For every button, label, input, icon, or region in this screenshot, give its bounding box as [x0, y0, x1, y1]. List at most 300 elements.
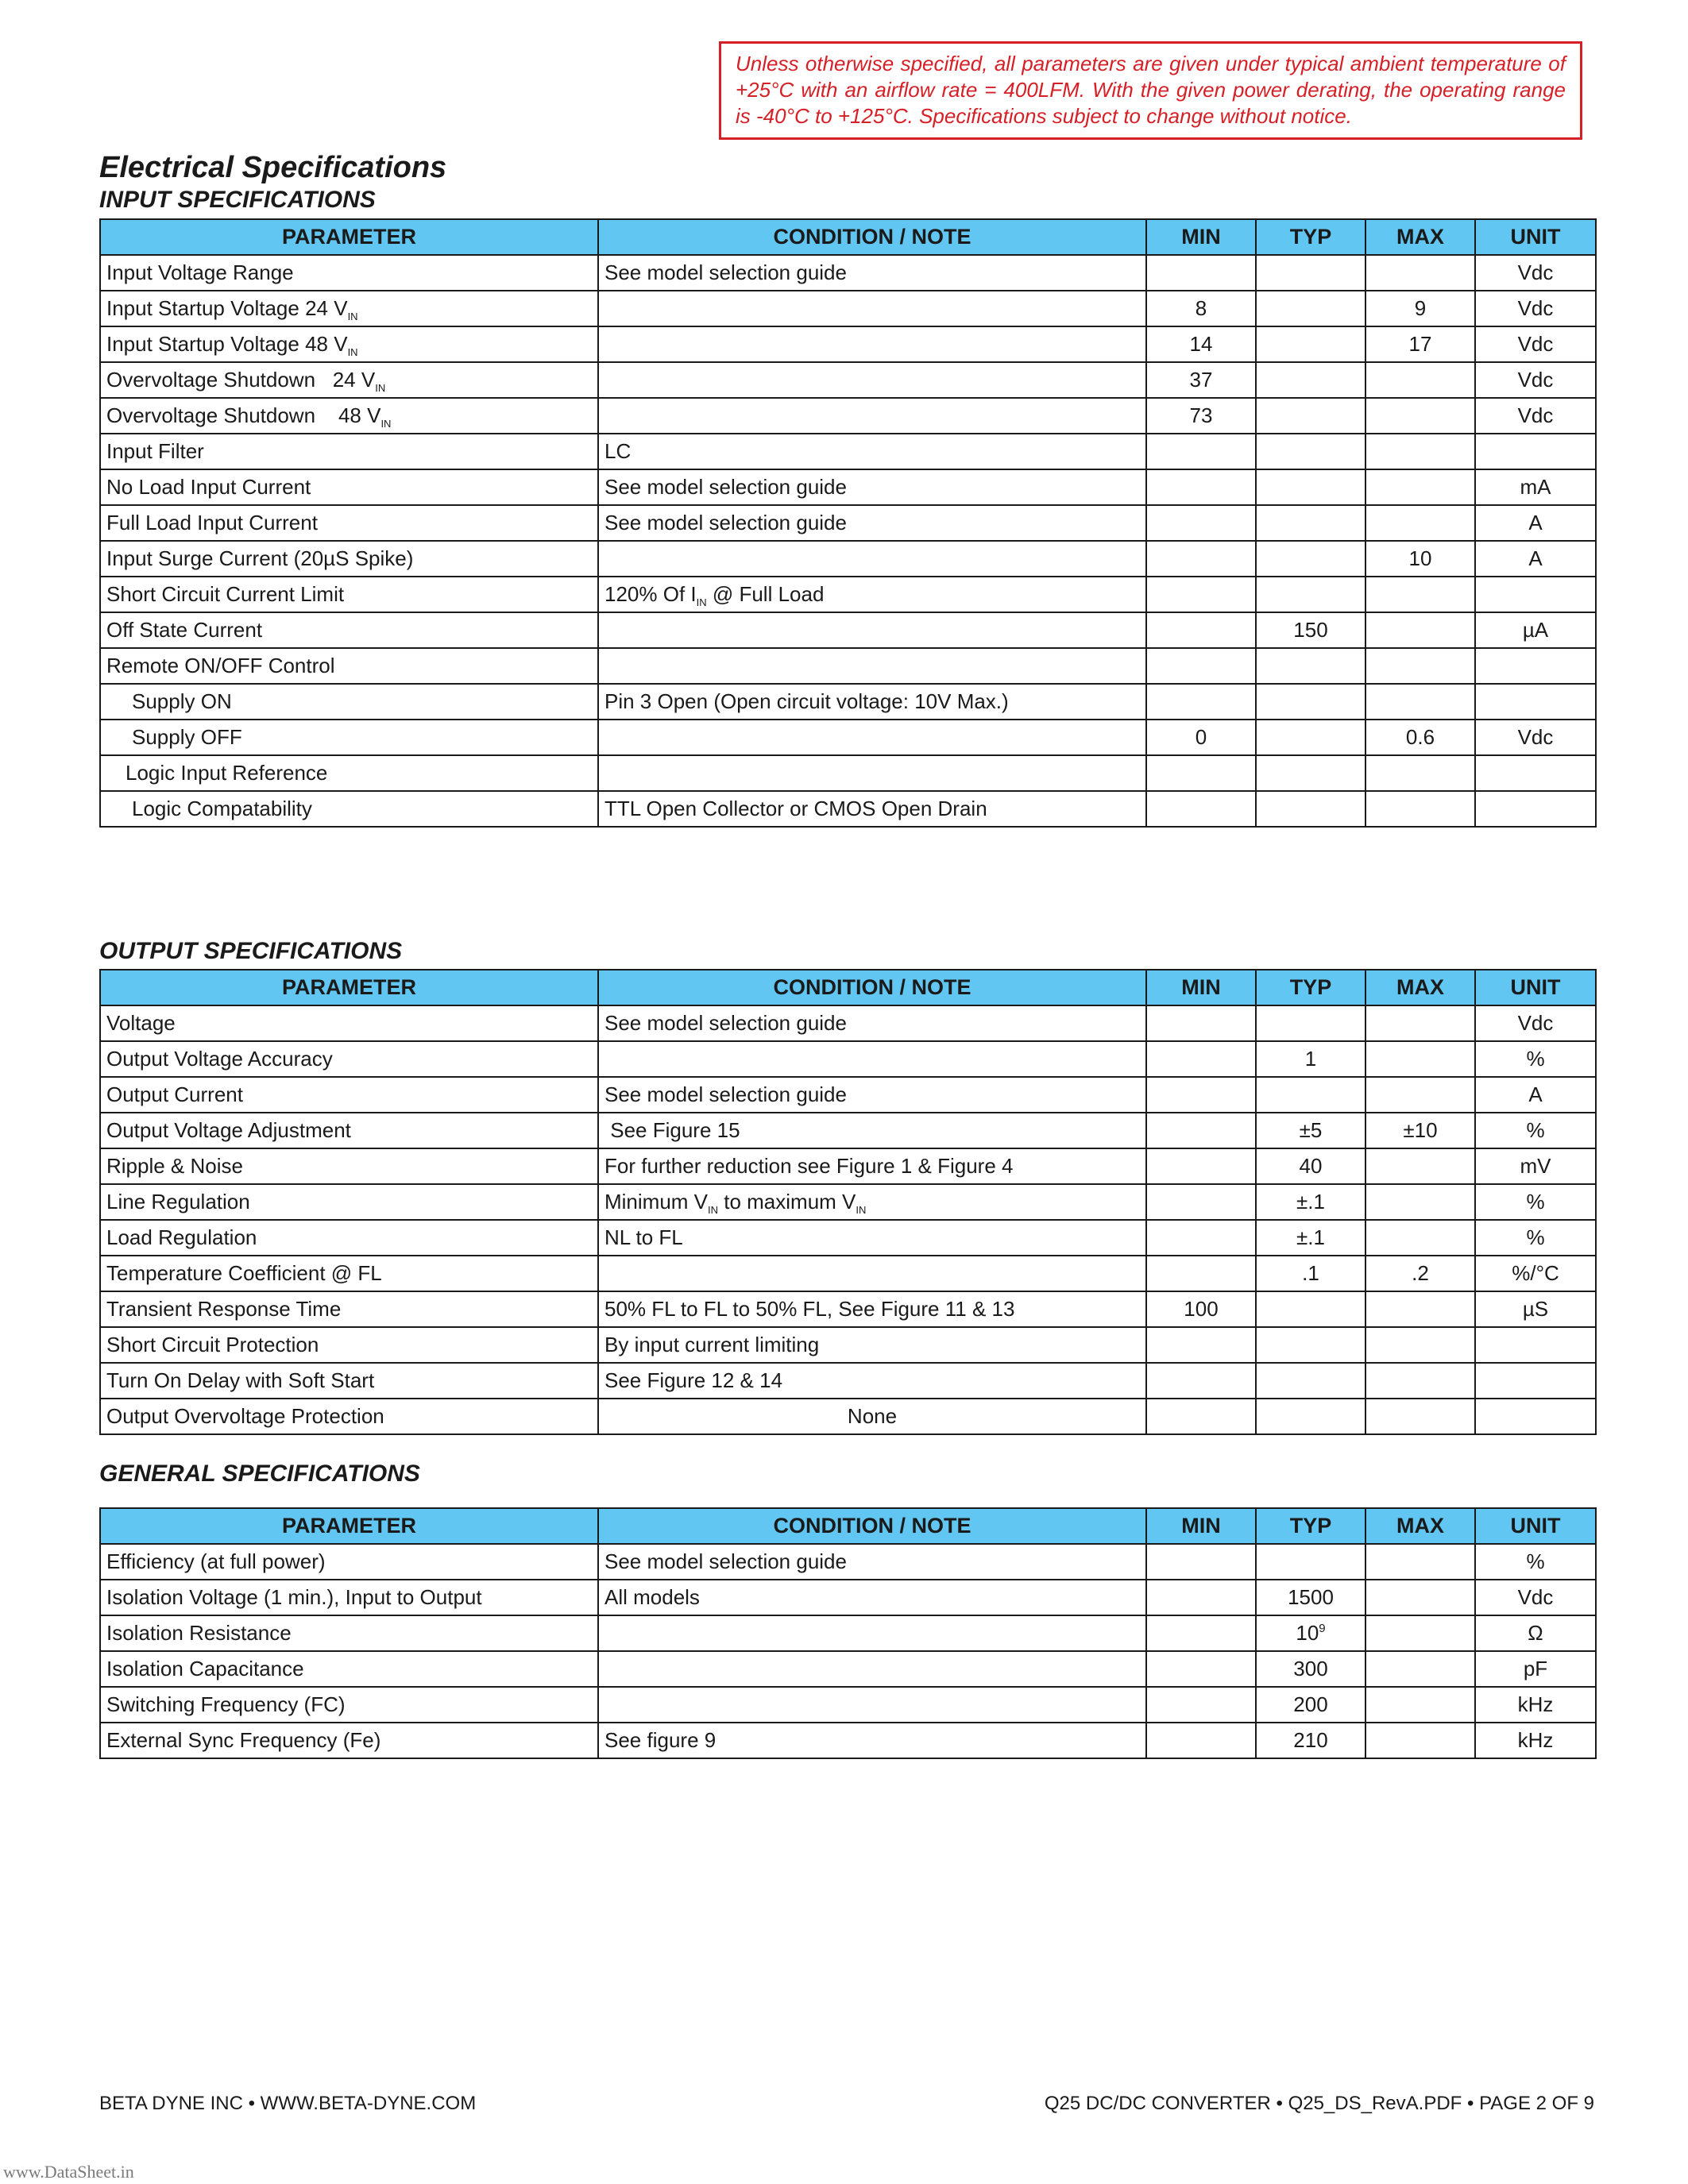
parameter-text: Output Voltage Accuracy	[106, 1047, 333, 1071]
min-cell	[1146, 469, 1256, 505]
max-cell	[1365, 612, 1475, 648]
typ-cell	[1256, 1148, 1365, 1184]
max-cell	[1365, 1580, 1475, 1615]
column-header-typ: TYP	[1256, 970, 1365, 1005]
max-cell	[1365, 577, 1475, 612]
min-cell	[1146, 1723, 1256, 1758]
condition-cell	[598, 612, 1146, 648]
table-row	[100, 648, 1596, 684]
parameter-cell	[100, 1256, 598, 1291]
parameter-text: Isolation Voltage (1 min.), Input to Output	[106, 1585, 482, 1609]
output-specifications-title: OUTPUT SPECIFICATIONS	[99, 938, 403, 964]
column-header-max: MAX	[1365, 1508, 1475, 1544]
typ-cell	[1256, 1687, 1365, 1723]
parameter-cell	[100, 791, 598, 827]
unit-value: Vdc	[1517, 332, 1554, 356]
specification-notice: Unless otherwise specified, all parameters are given under typical ambient temperature of +25°C with an airflow rate = 400LFM. With the given power derating, the operating range is -40°C to +125°C. Specifications subject to change without notice.	[719, 41, 1582, 140]
unit-value: Vdc	[1517, 1011, 1554, 1035]
max-cell	[1365, 255, 1475, 291]
unit-value: %	[1526, 1190, 1545, 1214]
parameter-text: Remote ON/OFF Control	[106, 654, 335, 677]
table-row	[100, 612, 1596, 648]
parameter-cell	[100, 1184, 598, 1220]
unit-cell	[1475, 1363, 1596, 1399]
unit-cell	[1475, 1220, 1596, 1256]
min-cell	[1146, 720, 1256, 755]
typ-cell	[1256, 1291, 1365, 1327]
parameter-cell	[100, 1363, 598, 1399]
table-row	[100, 1544, 1596, 1580]
parameter-cell	[100, 1148, 598, 1184]
unit-value: %	[1526, 1047, 1545, 1071]
condition-text: TTL Open Collector or CMOS Open Drain	[605, 797, 987, 820]
unit-cell	[1475, 1544, 1596, 1580]
typ-cell	[1256, 326, 1365, 362]
parameter-cell	[100, 398, 598, 434]
max-cell	[1365, 1077, 1475, 1113]
condition-cell	[598, 1184, 1146, 1220]
header-row	[100, 219, 1596, 255]
condition-text: 120% Of I	[605, 582, 697, 606]
unit-cell	[1475, 755, 1596, 791]
condition-cell	[598, 720, 1146, 755]
unit-cell	[1475, 1041, 1596, 1077]
parameter-cell	[100, 1005, 598, 1041]
parameter-cell	[100, 326, 598, 362]
parameter-text: Ripple & Noise	[106, 1154, 243, 1178]
condition-cell	[598, 1256, 1146, 1291]
min-cell	[1146, 505, 1256, 541]
general-specifications-table	[99, 1507, 1597, 1759]
min-cell	[1146, 326, 1256, 362]
min-cell	[1146, 1544, 1256, 1580]
unit-cell	[1475, 791, 1596, 827]
max-cell	[1365, 1687, 1475, 1723]
unit-cell	[1475, 1005, 1596, 1041]
condition-text: 50% FL to FL to 50% FL, See Figure 11 & 13	[605, 1297, 1015, 1321]
parameter-text: Line Regulation	[106, 1190, 250, 1214]
condition-text: See model selection guide	[605, 1011, 847, 1035]
max-value: 10	[1408, 546, 1432, 570]
min-cell	[1146, 1399, 1256, 1434]
typ-cell	[1256, 648, 1365, 684]
unit-cell	[1475, 1580, 1596, 1615]
min-cell	[1146, 1148, 1256, 1184]
typ-cell	[1256, 1256, 1365, 1291]
max-cell	[1365, 1615, 1475, 1651]
unit-value: %/°C	[1512, 1261, 1559, 1285]
parameter-text: Short Circuit Protection	[106, 1333, 319, 1356]
condition-cell	[598, 255, 1146, 291]
min-cell	[1146, 791, 1256, 827]
parameter-cell	[100, 612, 598, 648]
parameter-cell	[100, 291, 598, 326]
parameter-text: Input Surge Current (20µS Spike)	[106, 546, 414, 570]
table-row	[100, 720, 1596, 755]
table-row	[100, 1651, 1596, 1687]
unit-cell	[1475, 648, 1596, 684]
condition-subscript: IN	[856, 1204, 867, 1216]
max-cell	[1365, 1327, 1475, 1363]
unit-cell	[1475, 362, 1596, 398]
max-cell	[1365, 791, 1475, 827]
unit-value: kHz	[1517, 1692, 1554, 1716]
min-cell	[1146, 1291, 1256, 1327]
min-cell	[1146, 1327, 1256, 1363]
unit-cell	[1475, 1148, 1596, 1184]
min-cell	[1146, 612, 1256, 648]
min-value: 37	[1189, 368, 1213, 392]
condition-text: See model selection guide	[605, 260, 847, 284]
typ-value: ±.1	[1296, 1225, 1325, 1249]
parameter-text: Isolation Resistance	[106, 1621, 292, 1645]
condition-cell	[598, 755, 1146, 791]
min-cell	[1146, 1651, 1256, 1687]
unit-value: %	[1526, 1225, 1545, 1249]
unit-value: µS	[1522, 1297, 1549, 1321]
typ-cell	[1256, 255, 1365, 291]
table-row	[100, 1148, 1596, 1184]
table-row	[100, 1687, 1596, 1723]
parameter-text: Input Filter	[106, 439, 204, 463]
min-cell	[1146, 1005, 1256, 1041]
condition-text: See model selection guide	[605, 1549, 847, 1573]
parameter-cell	[100, 362, 598, 398]
condition-text: Pin 3 Open (Open circuit voltage: 10V Max.)	[605, 689, 1009, 713]
column-header-parameter: PARAMETER	[100, 970, 598, 1005]
parameter-text: Supply OFF	[132, 725, 242, 749]
typ-superscript: 9	[1319, 1622, 1326, 1635]
max-value: 0.6	[1405, 725, 1435, 749]
column-header-condition: CONDITION / NOTE	[598, 970, 1146, 1005]
max-cell	[1365, 1005, 1475, 1041]
document-title: Electrical Specifications	[99, 151, 447, 184]
typ-value: 210	[1293, 1728, 1328, 1752]
table-row	[100, 1363, 1596, 1399]
parameter-cell	[100, 1041, 598, 1077]
table-row	[100, 1005, 1596, 1041]
typ-cell	[1256, 1184, 1365, 1220]
unit-cell	[1475, 541, 1596, 577]
condition-cell	[598, 684, 1146, 720]
parameter-text: Efficiency (at full power)	[106, 1549, 326, 1573]
condition-cell	[598, 541, 1146, 577]
table-row	[100, 362, 1596, 398]
table-row	[100, 1723, 1596, 1758]
max-cell	[1365, 398, 1475, 434]
footer-document-info: Q25 DC/DC CONVERTER • Q25_DS_RevA.PDF • PAGE 2 OF 9	[1044, 2093, 1594, 2114]
condition-cell	[598, 434, 1146, 469]
column-header-unit: UNIT	[1475, 970, 1596, 1005]
condition-cell	[598, 1363, 1146, 1399]
min-cell	[1146, 1580, 1256, 1615]
condition-cell	[598, 505, 1146, 541]
min-cell	[1146, 541, 1256, 577]
typ-value: 10	[1296, 1621, 1319, 1645]
min-cell	[1146, 648, 1256, 684]
min-value: 100	[1184, 1297, 1219, 1321]
unit-cell	[1475, 505, 1596, 541]
unit-cell	[1475, 1399, 1596, 1434]
parameter-cell	[100, 577, 598, 612]
parameter-text: Voltage	[106, 1011, 176, 1035]
max-cell	[1365, 434, 1475, 469]
typ-value: 200	[1293, 1692, 1328, 1716]
column-header-parameter: PARAMETER	[100, 219, 598, 255]
parameter-text: Full Load Input Current	[106, 511, 318, 534]
parameter-subscript: IN	[380, 418, 392, 430]
unit-cell	[1475, 1256, 1596, 1291]
parameter-text: Load Regulation	[106, 1225, 257, 1249]
table-row	[100, 434, 1596, 469]
max-cell	[1365, 1113, 1475, 1148]
table-row	[100, 1327, 1596, 1363]
column-header-min: MIN	[1146, 1508, 1256, 1544]
parameter-cell	[100, 541, 598, 577]
typ-value: .1	[1302, 1261, 1319, 1285]
input-specifications-title: INPUT SPECIFICATIONS	[99, 187, 376, 213]
min-cell	[1146, 291, 1256, 326]
parameter-cell	[100, 1291, 598, 1327]
parameter-text: Overvoltage Shutdown 24 V	[106, 368, 376, 392]
condition-text: See figure 9	[605, 1728, 717, 1752]
column-header-max: MAX	[1365, 970, 1475, 1005]
table-row	[100, 1291, 1596, 1327]
min-cell	[1146, 434, 1256, 469]
parameter-text: Input Startup Voltage 24 V	[106, 296, 348, 320]
table-row	[100, 1615, 1596, 1651]
typ-cell	[1256, 541, 1365, 577]
max-cell	[1365, 505, 1475, 541]
typ-cell	[1256, 1327, 1365, 1363]
min-cell	[1146, 1220, 1256, 1256]
parameter-text: Input Startup Voltage 48 V	[106, 332, 348, 356]
output-specifications-table	[99, 969, 1597, 1435]
parameter-text: Supply ON	[132, 689, 232, 713]
typ-cell	[1256, 362, 1365, 398]
condition-text: See model selection guide	[605, 475, 847, 499]
typ-cell	[1256, 469, 1365, 505]
unit-value: Vdc	[1517, 260, 1554, 284]
parameter-cell	[100, 1327, 598, 1363]
condition-cell	[598, 1077, 1146, 1113]
unit-value: kHz	[1517, 1728, 1554, 1752]
max-value: 9	[1414, 296, 1427, 320]
parameter-cell	[100, 755, 598, 791]
parameter-cell	[100, 684, 598, 720]
parameter-text: Temperature Coefficient @ FL	[106, 1261, 382, 1285]
unit-value: A	[1528, 1082, 1543, 1106]
unit-value: %	[1526, 1118, 1545, 1142]
parameter-text: Turn On Delay with Soft Start	[106, 1368, 375, 1392]
typ-cell	[1256, 577, 1365, 612]
typ-cell	[1256, 434, 1365, 469]
unit-value: mV	[1520, 1154, 1551, 1178]
condition-text: NL to FL	[605, 1225, 683, 1249]
min-cell	[1146, 1687, 1256, 1723]
column-header-typ: TYP	[1256, 1508, 1365, 1544]
input-specifications-table	[99, 218, 1597, 828]
unit-cell	[1475, 612, 1596, 648]
parameter-text: No Load Input Current	[106, 475, 311, 499]
condition-text: See model selection guide	[605, 1082, 847, 1106]
typ-value: ±5	[1299, 1118, 1323, 1142]
condition-cell	[598, 1723, 1146, 1758]
typ-cell	[1256, 612, 1365, 648]
general-specifications-title: GENERAL SPECIFICATIONS	[99, 1461, 420, 1487]
condition-cell	[598, 1399, 1146, 1434]
min-value: 73	[1189, 403, 1213, 427]
parameter-text: Isolation Capacitance	[106, 1657, 304, 1680]
unit-cell	[1475, 577, 1596, 612]
max-value: 17	[1408, 332, 1432, 356]
column-header-condition: CONDITION / NOTE	[598, 1508, 1146, 1544]
typ-cell	[1256, 1723, 1365, 1758]
unit-cell	[1475, 1615, 1596, 1651]
max-cell	[1365, 1723, 1475, 1758]
min-cell	[1146, 1184, 1256, 1220]
condition-text: All models	[605, 1585, 700, 1609]
condition-subscript: IN	[696, 596, 707, 608]
condition-cell	[598, 577, 1146, 612]
unit-value: Vdc	[1517, 725, 1554, 749]
unit-cell	[1475, 434, 1596, 469]
typ-cell	[1256, 755, 1365, 791]
unit-value: pF	[1523, 1657, 1548, 1680]
table-row	[100, 1113, 1596, 1148]
parameter-text: Switching Frequency (FC)	[106, 1692, 346, 1716]
typ-cell	[1256, 291, 1365, 326]
condition-cell	[598, 1291, 1146, 1327]
min-cell	[1146, 1256, 1256, 1291]
parameter-cell	[100, 255, 598, 291]
parameter-cell	[100, 434, 598, 469]
parameter-cell	[100, 1399, 598, 1434]
typ-cell	[1256, 505, 1365, 541]
min-value: 0	[1195, 725, 1207, 749]
condition-text: For further reduction see Figure 1 & Figure 4	[605, 1154, 1014, 1178]
condition-text: Minimum V	[605, 1190, 709, 1214]
parameter-cell	[100, 1220, 598, 1256]
max-cell	[1365, 1041, 1475, 1077]
parameter-cell	[100, 1651, 598, 1687]
max-cell	[1365, 720, 1475, 755]
min-value: 14	[1189, 332, 1213, 356]
max-cell	[1365, 1544, 1475, 1580]
table-row	[100, 1399, 1596, 1434]
parameter-text: External Sync Frequency (Fe)	[106, 1728, 381, 1752]
table-row	[100, 326, 1596, 362]
parameter-subscript: IN	[347, 346, 358, 358]
parameter-text: Transient Response Time	[106, 1297, 342, 1321]
typ-value: 150	[1293, 618, 1328, 642]
unit-value: µA	[1522, 618, 1549, 642]
typ-cell	[1256, 791, 1365, 827]
unit-cell	[1475, 469, 1596, 505]
condition-cell	[598, 362, 1146, 398]
unit-value: %	[1526, 1549, 1545, 1573]
typ-cell	[1256, 1077, 1365, 1113]
unit-value: Ω	[1528, 1621, 1543, 1645]
typ-cell	[1256, 1220, 1365, 1256]
unit-cell	[1475, 326, 1596, 362]
max-cell	[1365, 1399, 1475, 1434]
unit-cell	[1475, 1077, 1596, 1113]
min-cell	[1146, 755, 1256, 791]
unit-cell	[1475, 291, 1596, 326]
table-row	[100, 505, 1596, 541]
unit-cell	[1475, 720, 1596, 755]
table-row	[100, 541, 1596, 577]
condition-text: See Figure 15	[605, 1118, 740, 1142]
condition-cell	[598, 1544, 1146, 1580]
unit-cell	[1475, 1327, 1596, 1363]
parameter-text: Logic Compatability	[132, 797, 312, 820]
unit-cell	[1475, 398, 1596, 434]
unit-value: A	[1528, 546, 1543, 570]
parameter-text: Output Current	[106, 1082, 243, 1106]
max-value: ±10	[1403, 1118, 1438, 1142]
condition-cell	[598, 1113, 1146, 1148]
max-cell	[1365, 469, 1475, 505]
typ-value: ±.1	[1296, 1190, 1325, 1214]
table-row	[100, 255, 1596, 291]
parameter-cell	[100, 1687, 598, 1723]
min-cell	[1146, 1041, 1256, 1077]
table-row	[100, 1077, 1596, 1113]
condition-cell	[598, 1148, 1146, 1184]
unit-cell	[1475, 1651, 1596, 1687]
footer-company: BETA DYNE INC • WWW.BETA-DYNE.COM	[99, 2093, 477, 2114]
unit-value: Vdc	[1517, 1585, 1554, 1609]
column-header-unit: UNIT	[1475, 1508, 1596, 1544]
header-row	[100, 1508, 1596, 1544]
table-row	[100, 791, 1596, 827]
condition-text: See model selection guide	[605, 511, 847, 534]
condition-cell	[598, 1327, 1146, 1363]
condition-cell	[598, 291, 1146, 326]
max-cell	[1365, 755, 1475, 791]
parameter-cell	[100, 720, 598, 755]
condition-subscript: IN	[708, 1204, 719, 1216]
min-cell	[1146, 1363, 1256, 1399]
table-row	[100, 1220, 1596, 1256]
condition-tail-text: @ Full Load	[706, 582, 825, 606]
typ-cell	[1256, 1399, 1365, 1434]
condition-text: By input current limiting	[605, 1333, 820, 1356]
condition-tail-text: to maximum V	[718, 1190, 856, 1214]
max-cell	[1365, 1220, 1475, 1256]
max-cell	[1365, 1184, 1475, 1220]
parameter-text: Output Voltage Adjustment	[106, 1118, 351, 1142]
watermark: www.DataSheet.in	[3, 2162, 134, 2182]
max-cell	[1365, 684, 1475, 720]
column-header-typ: TYP	[1256, 219, 1365, 255]
parameter-text: Off State Current	[106, 618, 263, 642]
typ-cell	[1256, 1041, 1365, 1077]
parameter-cell	[100, 1723, 598, 1758]
parameter-cell	[100, 1615, 598, 1651]
typ-cell	[1256, 1615, 1365, 1651]
unit-cell	[1475, 1723, 1596, 1758]
table-row	[100, 398, 1596, 434]
parameter-cell	[100, 1544, 598, 1580]
parameter-text: Output Overvoltage Protection	[106, 1404, 384, 1428]
max-cell	[1365, 1363, 1475, 1399]
min-value: 8	[1195, 296, 1207, 320]
min-cell	[1146, 1113, 1256, 1148]
max-cell	[1365, 291, 1475, 326]
